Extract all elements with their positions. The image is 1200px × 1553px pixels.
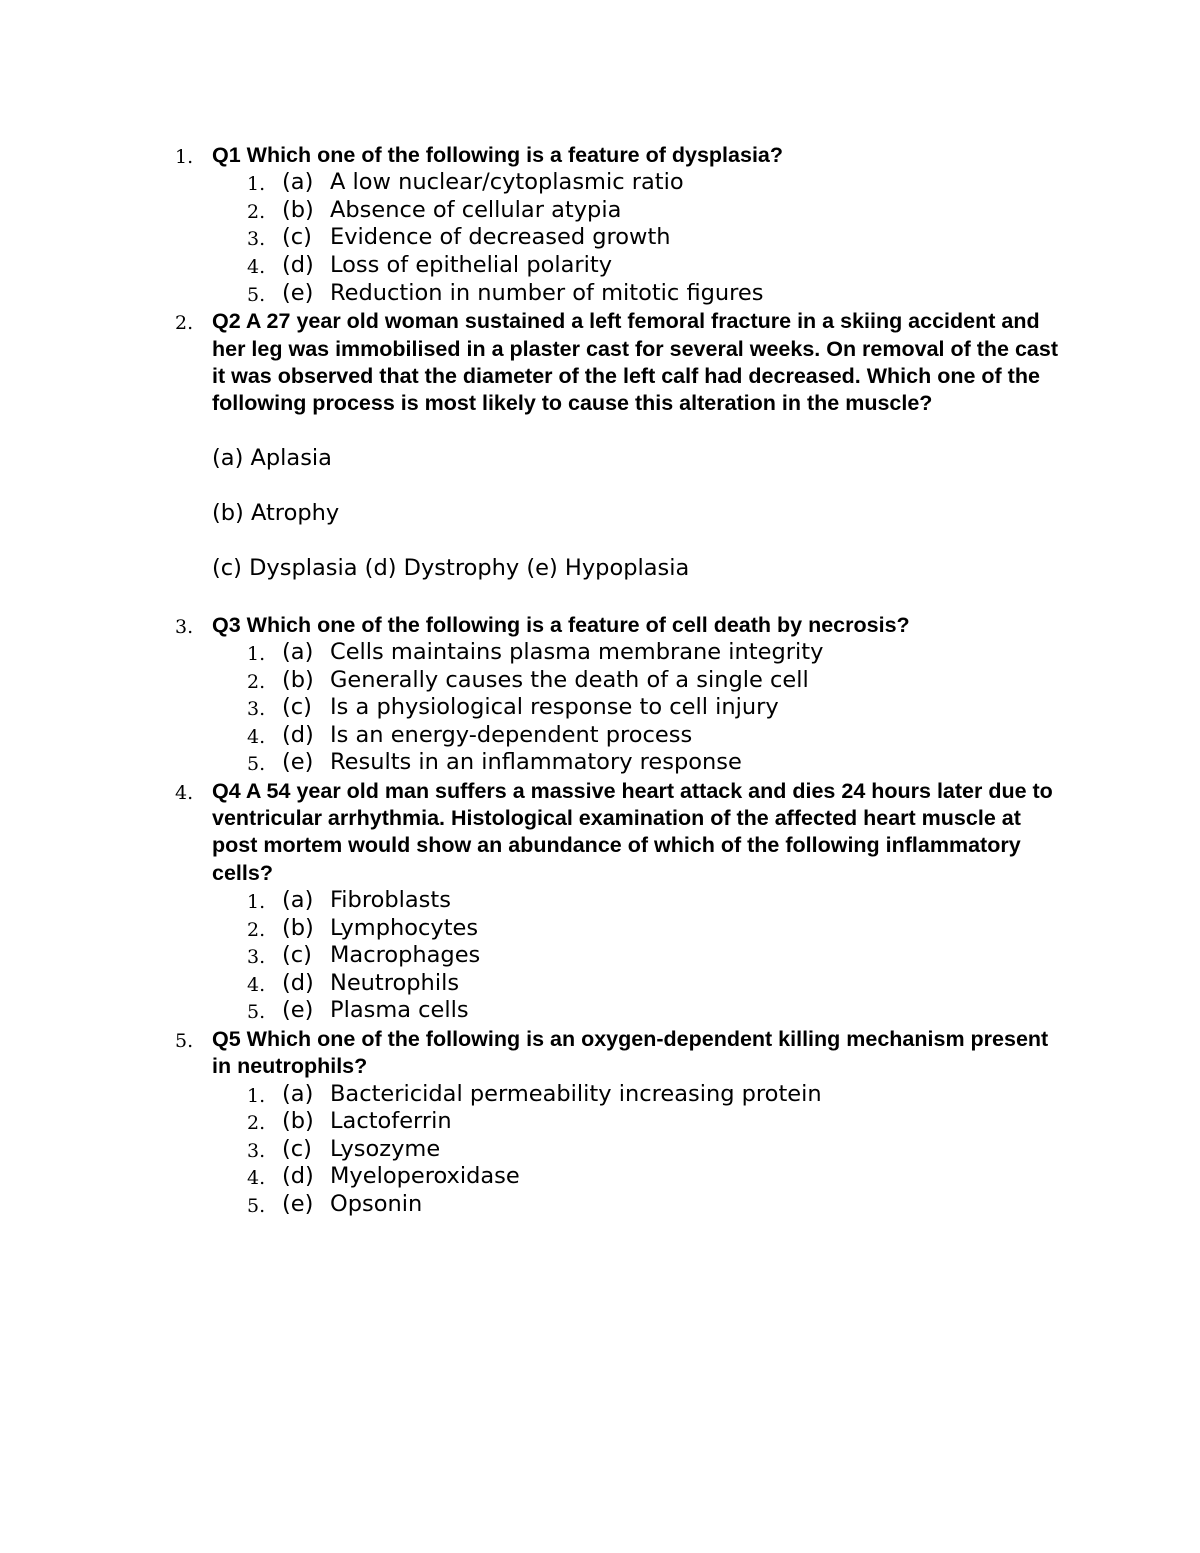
- option-letter: (e): [282, 279, 314, 306]
- question-4: [0, 777, 1200, 1025]
- option-number: 5.: [247, 1001, 266, 1024]
- option-text: Lysozyme: [330, 1135, 441, 1162]
- option-letter: (d): [282, 721, 314, 748]
- option-list: [212, 1081, 1060, 1219]
- option-letter: (d): [282, 252, 314, 279]
- question-2: [0, 307, 1200, 583]
- option-number: 1.: [247, 891, 266, 914]
- option-item: [212, 224, 1060, 252]
- option-number: 5.: [247, 283, 266, 306]
- option-text: Neutrophils: [330, 969, 460, 996]
- option-item: [212, 667, 1060, 695]
- option-text: Bactericidal permeability increasing protein: [330, 1080, 822, 1107]
- question-list: [0, 141, 1200, 1219]
- option-text: Cells maintains plasma membrane integrity: [330, 638, 824, 665]
- option-text: Absence of cellular atypia: [330, 196, 622, 223]
- option-item: [212, 639, 1060, 667]
- option-item: [212, 1191, 1060, 1219]
- option-item: [212, 722, 1060, 750]
- option-number: 2.: [247, 200, 266, 223]
- question-number: 4.: [175, 781, 194, 804]
- question-text: Q4 A 54 year old man suffers a massive heart attack and dies 24 hours later due to ventricular arrhythmia. Histological examination of the affected heart muscle at post mortem would show an abundance of which of the following inflammatory cells?: [212, 778, 1053, 885]
- option-letter: (a): [282, 169, 314, 196]
- option-letter: (b): [282, 1108, 314, 1135]
- question-5: [0, 1025, 1200, 1219]
- option-number: 2.: [247, 670, 266, 693]
- option-item: [212, 169, 1060, 197]
- question-text: Q3 Which one of the following is a feature of cell death by necrosis?: [212, 612, 910, 637]
- option-number: 3.: [247, 946, 266, 969]
- question-number: 1.: [175, 146, 194, 168]
- option-letter: (b): [282, 666, 314, 693]
- option-letter: (a): [282, 887, 314, 914]
- question-text: Q2 A 27 year old woman sustained a left femoral fracture in a skiing accident and her leg was immobilised in a plaster cast for several weeks. On removal of the cast it was observed that the diameter of the left calf had decreased. Which one of the following process is most likely to cause this alteration in the muscle?: [212, 309, 1059, 416]
- option-item: [212, 1081, 1060, 1109]
- option-text: Fibroblasts: [330, 887, 451, 914]
- option-item: [212, 970, 1060, 998]
- option-text: Lactoferrin: [330, 1108, 452, 1135]
- option-number: 4.: [247, 725, 266, 748]
- question-text: Q1 Which one of the following is a feature of dysplasia?: [212, 143, 784, 167]
- option-letter: (a): [282, 638, 314, 665]
- option-text: Is an energy-dependent process: [330, 721, 693, 748]
- option-text: Myeloperoxidase: [330, 1163, 520, 1190]
- question-3: [0, 611, 1200, 777]
- plain-option: (b) Atrophy: [212, 500, 340, 527]
- option-number: 4.: [247, 256, 266, 279]
- option-letter: (c): [282, 942, 312, 969]
- option-item: [212, 1136, 1060, 1164]
- question-1: [0, 141, 1200, 307]
- option-number: 2.: [247, 1112, 266, 1135]
- option-number: 5.: [247, 753, 266, 776]
- option-number: 5.: [247, 1195, 266, 1217]
- option-text: Plasma cells: [330, 997, 469, 1024]
- option-text: Lymphocytes: [330, 914, 479, 941]
- option-text: A low nuclear/cytoplasmic ratio: [330, 169, 684, 196]
- option-number: 1.: [247, 1084, 266, 1107]
- plain-option: (a) Aplasia: [212, 445, 332, 472]
- option-number: 3.: [247, 1139, 266, 1162]
- option-text: Reduction in number of mitotic figures: [330, 279, 764, 306]
- option-letter: (c): [282, 1135, 312, 1162]
- option-letter: (e): [282, 997, 314, 1024]
- option-list: [212, 639, 1060, 777]
- option-letter: (b): [282, 196, 314, 223]
- option-list: [212, 887, 1060, 1025]
- option-item: [212, 197, 1060, 225]
- option-text: Loss of epithelial polarity: [330, 252, 613, 279]
- option-number: 1.: [247, 642, 266, 665]
- option-number: 2.: [247, 918, 266, 941]
- option-letter: (d): [282, 969, 314, 996]
- question-text: Q5 Which one of the following is an oxygen-dependent killing mechanism present in neutrophils?: [212, 1027, 1049, 1079]
- question-number: 5.: [175, 1030, 194, 1053]
- option-number: 3.: [247, 698, 266, 721]
- option-item: [212, 942, 1060, 970]
- question-number: 3.: [175, 615, 194, 638]
- option-item: [212, 280, 1060, 308]
- option-number: 4.: [247, 973, 266, 996]
- option-text: Opsonin: [330, 1191, 423, 1217]
- option-item: [212, 749, 1060, 777]
- option-list: [212, 169, 1060, 307]
- option-letter: (c): [282, 224, 312, 251]
- option-item: [212, 694, 1060, 722]
- plain-option: (c) Dysplasia (d) Dystrophy (e) Hypoplasia: [212, 555, 690, 582]
- option-letter: (a): [282, 1080, 314, 1107]
- option-text: Results in an inflammatory response: [330, 749, 742, 776]
- option-letter: (b): [282, 914, 314, 941]
- option-item: [212, 915, 1060, 943]
- option-letter: (e): [282, 1191, 314, 1217]
- option-letter: (d): [282, 1163, 314, 1190]
- option-number: 3.: [247, 228, 266, 251]
- option-text: Generally causes the death of a single cell: [330, 666, 809, 693]
- option-item: [212, 252, 1060, 280]
- option-item: [212, 887, 1060, 915]
- question-number: 2.: [175, 312, 194, 335]
- option-item: [212, 997, 1060, 1025]
- option-letter: (c): [282, 694, 312, 721]
- option-item: [212, 1163, 1060, 1191]
- option-number: 4.: [247, 1167, 266, 1190]
- option-item: [212, 1108, 1060, 1136]
- option-text: Evidence of decreased growth: [330, 224, 671, 251]
- option-text: Macrophages: [330, 942, 481, 969]
- option-text: Is a physiological response to cell injury: [330, 694, 779, 721]
- option-letter: (e): [282, 749, 314, 776]
- option-number: 1.: [247, 173, 266, 196]
